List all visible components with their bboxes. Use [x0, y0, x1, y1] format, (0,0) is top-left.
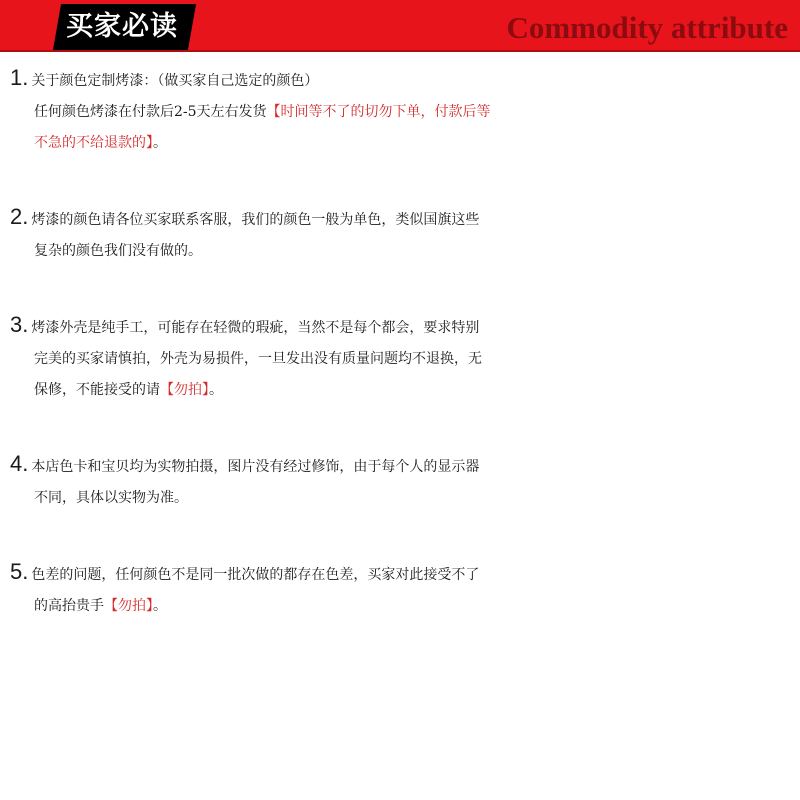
notice-item-3-text-1: 烤漆外壳是纯手工，可能存在轻微的瑕疵，当然不是每个都会，要求特别	[31, 320, 480, 336]
notice-item-3-warning: 【勿拍】	[160, 382, 209, 398]
notice-item-1-line-2	[10, 97, 800, 128]
notice-item-4-text-2: 不同，具体以实物为准。	[34, 490, 188, 506]
notice-item-3-text-2: 完美的买家请慎拍，外壳为易损件，一旦发出没有质量问题均不退换，无	[34, 351, 482, 367]
notice-item-3-line-3	[10, 375, 800, 406]
notice-item-1-heading: 关于颜色定制烤漆：（做买家自己选定的颜色）	[31, 73, 319, 89]
notice-item-2-text-2: 复杂的颜色我们没有做的。	[34, 243, 202, 259]
notice-item-3	[0, 309, 800, 406]
notice-item-3-end: 。	[209, 382, 223, 398]
header-title: 买家必读	[66, 11, 178, 42]
notice-item-1-warning-cont: 不急的不给退款的】	[34, 135, 153, 151]
notice-item-5-line-1	[10, 556, 800, 591]
notice-item-1-line-3	[10, 128, 800, 159]
notice-list	[0, 62, 800, 622]
notice-item-2	[0, 201, 800, 267]
notice-item-1-end: 。	[153, 135, 167, 151]
notice-item-5-line-2	[10, 591, 800, 622]
notice-item-1-number: 1.	[10, 65, 29, 90]
notice-item-1-warning: 【时间等不了的切勿下单，付款后等	[266, 104, 491, 120]
notice-item-1	[0, 62, 800, 159]
notice-item-3-number: 3.	[10, 312, 29, 337]
notice-item-2-text-1: 烤漆的颜色请各位买家联系客服，我们的颜色一般为单色，类似国旗这些	[31, 212, 480, 228]
notice-item-5-warning: 【勿拍】	[104, 598, 153, 614]
notice-item-1-line-1	[10, 62, 800, 97]
notice-item-5-end: 。	[153, 598, 167, 614]
header-subtitle: Commodity attribute	[506, 10, 788, 45]
notice-item-4-number: 4.	[10, 451, 29, 476]
notice-item-2-number: 2.	[10, 204, 29, 229]
notice-item-3-text-3: 保修，不能接受的请	[34, 382, 160, 398]
notice-item-5-text-2: 的高抬贵手	[34, 598, 104, 614]
notice-item-5-text-1: 色差的问题，任何颜色不是同一批次做的都存在色差，买家对此接受不了	[31, 567, 480, 583]
notice-item-4	[0, 448, 800, 514]
notice-item-4-line-1	[10, 448, 800, 483]
notice-item-2-line-1	[10, 201, 800, 236]
notice-item-5	[0, 556, 800, 622]
notice-item-5-number: 5.	[10, 559, 29, 584]
header-bar	[0, 0, 800, 52]
notice-item-3-line-1	[10, 309, 800, 344]
notice-item-1-text: 任何颜色烤漆在付款后2-5天左右发货	[34, 104, 267, 120]
notice-item-4-text-1: 本店色卡和宝贝均为实物拍摄，图片没有经过修饰，由于每个人的显示器	[31, 459, 480, 475]
